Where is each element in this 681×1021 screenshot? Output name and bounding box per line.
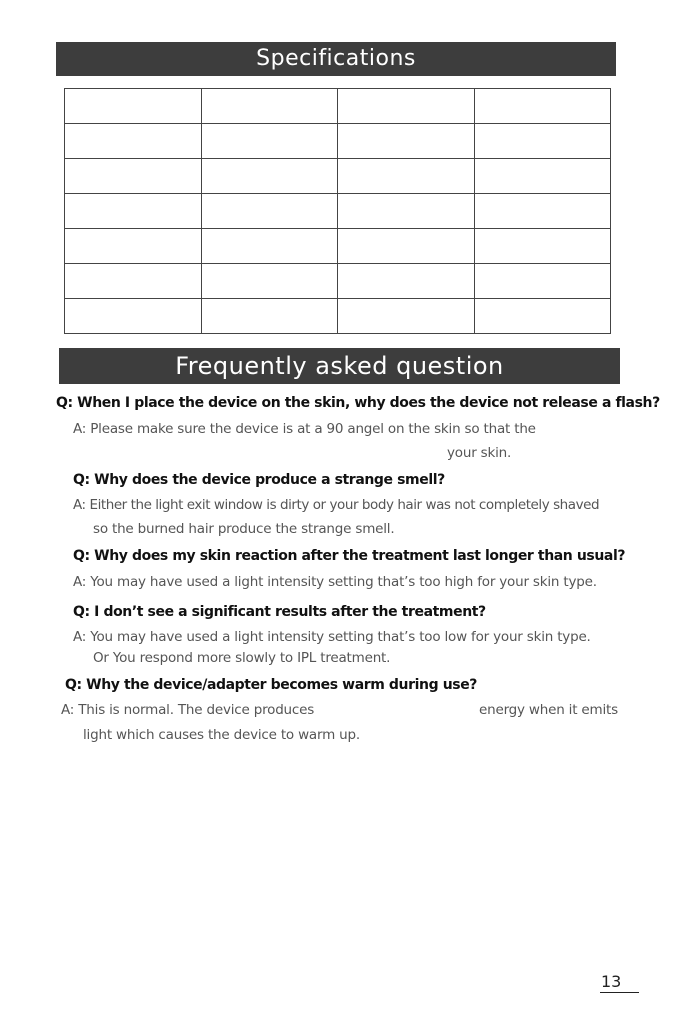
faq-answer-line: A: You may have used a light intensity setting that’s too low for your skin type. [73, 629, 591, 645]
faq-question: Q: Why the device/adapter becomes warm during use? [65, 677, 478, 693]
table-cell [201, 124, 338, 159]
faq-answer-line: your skin. [447, 445, 512, 461]
table-row [65, 299, 611, 334]
table-cell [338, 159, 475, 194]
faq-answer-line: A: Either the light exit window is dirty or your body hair was not completely shaved [73, 497, 600, 513]
table-cell [474, 264, 611, 299]
faq-answer-line: A: Please make sure the device is at a 90 angel on the skin so that the [73, 421, 536, 437]
specifications-table [64, 88, 611, 334]
table-cell [338, 264, 475, 299]
table-row [65, 89, 611, 124]
table-row [65, 159, 611, 194]
table-row [65, 124, 611, 159]
faq-question: Q: I don’t see a significant results after the treatment? [73, 604, 486, 620]
table-cell [201, 299, 338, 334]
faq-question: Q: When I place the device on the skin, why does the device not release a flash? [56, 395, 660, 411]
table-cell [338, 124, 475, 159]
table-cell [474, 89, 611, 124]
table-cell [65, 194, 202, 229]
specifications-heading: Specifications [56, 42, 616, 76]
table-cell [474, 159, 611, 194]
faq-answer-line: A: You may have used a light intensity setting that’s too high for your skin type. [73, 574, 597, 590]
table-cell [474, 229, 611, 264]
table-cell [338, 229, 475, 264]
faq-answer-line: Or You respond more slowly to IPL treatment. [93, 650, 391, 666]
faq-question: Q: Why does the device produce a strange smell? [73, 472, 445, 488]
table-cell [338, 299, 475, 334]
table-cell [474, 124, 611, 159]
faq-answer-line: energy when it emits [479, 702, 618, 718]
table-cell [201, 264, 338, 299]
table-cell [65, 159, 202, 194]
table-cell [201, 229, 338, 264]
faq-question: Q: Why does my skin reaction after the treatment last longer than usual? [73, 548, 626, 564]
table-cell [338, 194, 475, 229]
table-cell [201, 159, 338, 194]
table-row [65, 194, 611, 229]
faq-answer-line: so the burned hair produce the strange smell. [93, 521, 395, 537]
table-cell [201, 194, 338, 229]
table-cell [65, 229, 202, 264]
table-cell [65, 124, 202, 159]
table-cell [474, 194, 611, 229]
table-cell [65, 89, 202, 124]
table-cell [65, 299, 202, 334]
table-cell [338, 89, 475, 124]
faq-answer-line: light which causes the device to warm up. [83, 727, 360, 743]
faq-answer-line: A: This is normal. The device produces [61, 702, 315, 718]
table-cell [65, 264, 202, 299]
table-cell [201, 89, 338, 124]
table-row [65, 229, 611, 264]
faq-heading: Frequently asked question [59, 348, 620, 384]
page-number: 13 [600, 972, 639, 993]
table-cell [474, 299, 611, 334]
table-row [65, 264, 611, 299]
